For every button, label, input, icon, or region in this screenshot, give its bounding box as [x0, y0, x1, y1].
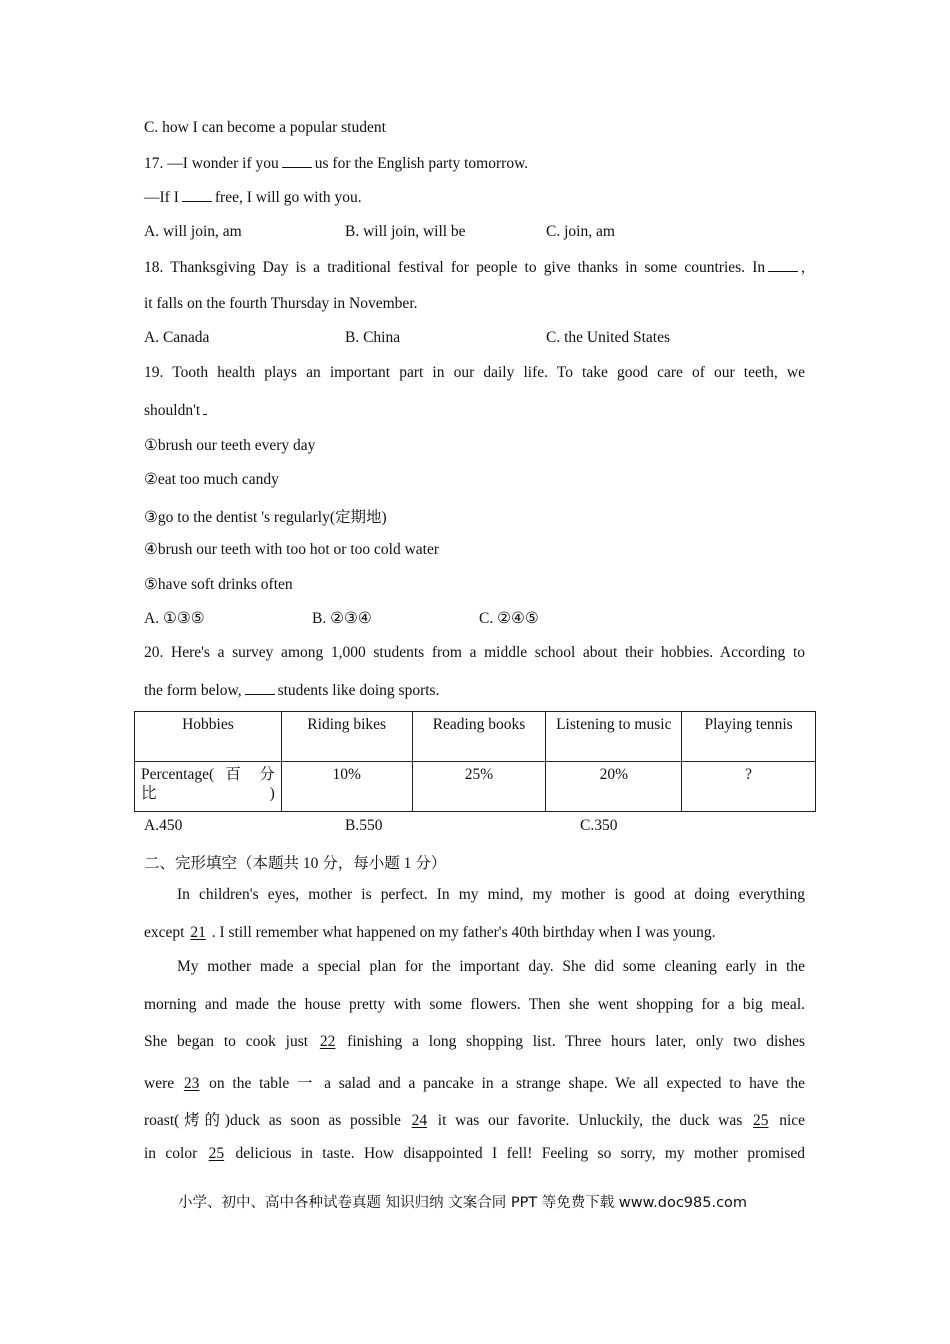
passage-text: roast(烤的)duck as soon as possible [144, 1112, 401, 1129]
table-header-cell: Reading books [412, 712, 546, 762]
passage-text: on the table 一 a salad and a pancake in a strange shape. We all expected to have the [209, 1075, 806, 1092]
table-header-cell: Listening to music [546, 712, 682, 762]
passage-text: nice [779, 1112, 806, 1129]
hobby-survey-table [134, 711, 816, 812]
passage-p2-line2: morning and made the house pretty with some flowers. Then she went shopping for a big meal. [144, 996, 805, 1013]
q18-stem [144, 258, 805, 277]
q17-stem2-text-a: —If I [144, 189, 179, 206]
numbered-blank: 21 [190, 924, 206, 941]
answer-blank [245, 681, 275, 695]
answer-blank [768, 258, 798, 272]
q18-stem-text-a: 18. Thanksgiving Day is a traditional festival for people to give thanks in some countries. In [144, 259, 766, 276]
passage-text: in color [144, 1145, 198, 1162]
passage-p2-line6 [144, 1145, 805, 1163]
passage-text: delicious in taste. How disappointed I fell! Feeling so sorry, my mother promised [235, 1145, 806, 1162]
q17-option-c: C. join, am [546, 223, 615, 240]
table-cell: 20% [546, 762, 682, 812]
q18-stem-text-b: , [801, 259, 805, 276]
q19-item-4: ④brush our teeth with too hot or too cold water [144, 541, 439, 558]
passage-text: except [144, 924, 185, 941]
section-heading: 二、完形填空（本题共 10 分，每小题 1 分） [144, 855, 447, 872]
numbered-blank: 22 [319, 1033, 336, 1050]
passage-p2-line5 [144, 1108, 805, 1130]
table-header-cell: Hobbies [135, 712, 282, 762]
q20-option-c: C.350 [580, 817, 618, 834]
passage-p1-line1: In children's eyes, mother is perfect. In my mind, my mother is good at doing everything [177, 886, 805, 903]
table-header-cell: Playing tennis [682, 712, 816, 762]
table-cell: ? [682, 762, 816, 812]
q17-stem-text-b: us for the English party tomorrow. [314, 155, 529, 172]
passage-text: finishing a long shopping list. Three hours later, only two dishes [347, 1033, 806, 1050]
table-header-cell: Riding bikes [281, 712, 412, 762]
numbered-blank: 25 [208, 1145, 225, 1162]
answer-blank [203, 401, 207, 415]
q19-stem: 19. Tooth health plays an important part in our daily life. To take good care of our teeth, we [144, 364, 805, 381]
q20-stem2-text-a: the form below, [144, 682, 242, 699]
passage-p1-line2 [144, 924, 716, 942]
q20-option-b: B.550 [345, 817, 383, 834]
q17-option-b: B. will join, will be [345, 223, 466, 240]
q18-option-c: C. the United States [546, 329, 670, 346]
passage-text: it was our favorite. Unluckily, the duck was [437, 1112, 743, 1129]
answer-blank [282, 154, 312, 168]
table-cell: 10% [281, 762, 412, 812]
q19-item-1: ①brush our teeth every day [144, 437, 316, 454]
q20-option-a: A.450 [144, 817, 183, 834]
q19-option-b: B. ②③④ [312, 610, 372, 627]
passage-p2-line4 [144, 1071, 805, 1093]
q18-option-a: A. Canada [144, 329, 210, 346]
page-footer: 小学、初中、高中各种试卷真题 知识归纳 文案合同 PPT 等免费下载 www.doc985.com [178, 1195, 748, 1211]
q20-stem-2 [144, 681, 439, 700]
table-row [135, 762, 816, 812]
passage-text: were [144, 1075, 175, 1092]
passage-text: She began to cook just [144, 1033, 309, 1050]
q18-stem-2: it falls on the fourth Thursday in November. [144, 295, 418, 312]
q19-option-c: C. ②④⑤ [479, 610, 539, 627]
q17-stem2-text-b: free, I will go with you. [214, 189, 362, 206]
q17-option-a: A. will join, am [144, 223, 242, 240]
table-cell: 25% [412, 762, 546, 812]
q17-stem-text-a: 17. —I wonder if you [144, 155, 279, 172]
passage-p2-line3 [144, 1033, 805, 1051]
q19-stem-2 [144, 401, 210, 420]
q17-stem-2 [144, 188, 362, 207]
passage-p2-line1: My mother made a special plan for the important day. She did some cleaning early in the [177, 958, 805, 975]
q19-option-a: A. ①③⑤ [144, 610, 205, 627]
q20-stem2-text-b: students like doing sports. [277, 682, 440, 699]
q16-option-c: C. how I can become a popular student [144, 119, 386, 136]
table-row-label: Percentage( 百 分 比) [135, 762, 282, 812]
answer-blank [182, 188, 212, 202]
numbered-blank: 25 [752, 1112, 769, 1129]
table-header-row [135, 712, 816, 762]
q19-item-2: ②eat too much candy [144, 471, 279, 488]
q19-item-5: ⑤have soft drinks often [144, 576, 293, 593]
q19-stem2-text: shouldn't [144, 402, 201, 419]
numbered-blank: 23 [183, 1075, 200, 1092]
q17-stem [144, 154, 528, 173]
q19-item-3: ③go to the dentist 's regularly(定期地) [144, 509, 387, 526]
q18-option-b: B. China [345, 329, 401, 346]
passage-text: . I still remember what happened on my father's 40th birthday when I was young. [211, 924, 716, 941]
numbered-blank: 24 [411, 1112, 428, 1129]
q20-stem: 20. Here's a survey among 1,000 students from a middle school about their hobbies. According to [144, 644, 805, 661]
